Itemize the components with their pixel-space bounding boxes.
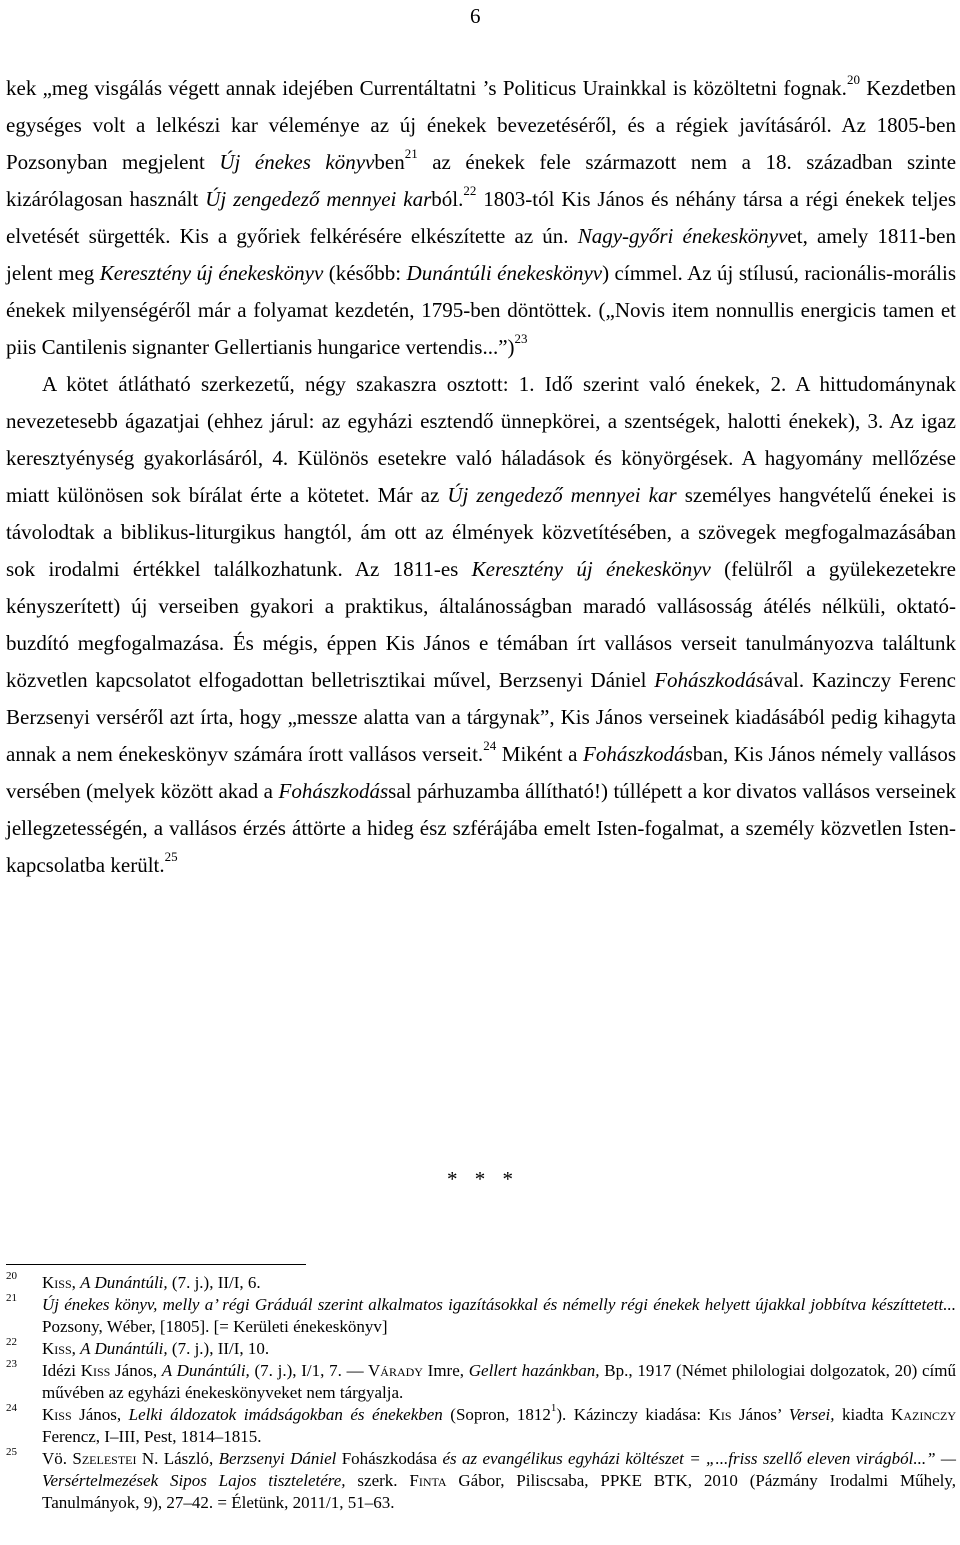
footnote-number: 23 (6, 1358, 17, 1371)
footnote (6, 1294, 956, 1338)
footnote (6, 1404, 956, 1448)
section-separator: * * * (447, 1167, 513, 1191)
footnote-text: Kiss, A Dunántúli, (7. j.), II/I, 10. (42, 1339, 270, 1358)
footnotes (6, 1272, 956, 1514)
footnote (6, 1448, 956, 1514)
page-number: 6 (470, 4, 481, 28)
footnote (6, 1338, 956, 1360)
footnote-number: 25 (6, 1446, 17, 1459)
footnote-text: Idézi Kiss János, A Dunántúli, (7. j.), I/1, 7. — Várady Imre, Gellert hazánkban, Bp., 1917 (Német philologiai dolgozatok, 20) című művében az egyházi énekeskönyveket nem tárgyalja. (42, 1361, 957, 1402)
paragraph: kek „meg visgálás végett annak idejében Currentáltatni ’s Politicus Urainkkal is közöltetni fognak.$^{20}$ Kezdetben egységes volt a lelkészi kar véleménye az új énekek bevezetéséről, és a régiek javításáról. Az 1805-ben Pozsonyban megjelent Új énekes könyvben$^{21}$ az énekek fele származott nem a 18. században szinte kizárólagosan használt Új zengedező mennyei karból.$^{22}$ 1803-tól Kis János és néhány társa a régi énekek teljes elvetését sürgették. Kis a győriek felkérésére elkészítette az ún. Nagy-győri énekeskönyvet, amely 1811-ben jelent meg Keresztény új énekeskönyv (később: Dunántúli énekeskönyv) címmel. Az új stílusú, racionális-morális énekek milyenségéről már a folyamat kezdetén, 1795-ben döntöttek. („Novis item nonnullis energicis tamen et piis Cantilenis signanter Gellertianis hungarice vertendis...”)$^{23}$ (6, 72, 957, 359)
footnote-number: 21 (6, 1292, 17, 1305)
footnote (6, 1272, 956, 1294)
footnote-number: 22 (6, 1336, 17, 1349)
footnote-text: Kiss János, Lelki áldozatok imádságokban és énekekben (Sopron, 1812$^1$). Kázinczy kiadása: Kis János’ Versei, kiadta Kazinczy Ferencz, I–III, Pest, 1814–1815. (42, 1402, 956, 1446)
footnote-number: 20 (6, 1270, 17, 1283)
footnote-rule (6, 1264, 306, 1265)
body-text (6, 70, 956, 884)
footnote-number: 24 (6, 1402, 17, 1415)
paragraph: A kötet átlátható szerkezetű, négy szakaszra osztott: 1. Idő szerint való énekek, 2. A hittudománynak nevezetesebb ágazatjai (ehhez járul: az egyházi esztendő ünnepkörei, a szentségek, halotti énekek), 3. Az igaz keresztyénység gyakorlásáról, 4. Különös esetekre való háladások és könyörgések. A hagyomány mellőzése miatt különösen sok bírálat érte a kötetet. Már az Új zengedező mennyei kar személyes hangvételű énekei is távolodtak a biblikus-liturgikus hangtól, ám ott az élmények közvetítésében, a szövegek megfogalmazásában sok irodalmi értékkel találkozhatunk. Az 1811-es Keresztény új énekeskönyv (felülről a gyülekezetekre kényszerített) új verseiben gyakori a praktikus, általánosságban maradó vallásosság átélés nélküli, oktató-buzdító megfogalmazása. És mégis, éppen Kis János e témában írt vallásos verseit tanulmányozva találtunk közvetlen kapcsolatot elfogadottan belletrisztikai művel, Berzsenyi Dániel Fohászkodásával. Kazinczy Ferenc Berzsenyi verséről azt írta, hogy „messze alatta van a tárgynak”, Kis János verseinek kiadásából pedig kihagyta annak a nem énekeskönyv számára írott vallásos verseit.$^{24}$ Miként a Fohászkodásban, Kis János némely vallásos versében (melyek között akad a Fohászkodással párhuzamba állítható!) túllépett a kor divatos vallásos verseinek jellegzetességén, a vallásos érzés áttörte a hideg ész szférájába emelt Isten-fogalmat, a személy közvetlen Isten-kapcsolatba került.$^{25}$ (6, 372, 957, 877)
footnote (6, 1360, 956, 1404)
footnote-text: Vö. Szelestei N. László, Berzsenyi Dániel Fohászkodása és az evangélikus egyházi költészet = „...friss szellő eleven virágból...” — Versértelmezések Sipos Lajos tiszteletére, szerk. Finta Gábor, Piliscsaba, PPKE BTK, 2010 (Pázmány Irodalmi Műhely, Tanulmányok, 9), 27–42. = Életünk, 2011/1, 51–63. (42, 1449, 957, 1512)
footnote-text: Kiss, A Dunántúli, (7. j.), II/I, 6. (42, 1273, 261, 1292)
footnote-text: Új énekes könyv, melly a’ régi Gráduál szerint alkalmatos igazításokkal és némelly régi énekek helyett újakkal jobbítva készíttetett... Pozsony, Wéber, [1805]. [= Kerületi énekeskönyv] (42, 1295, 956, 1336)
